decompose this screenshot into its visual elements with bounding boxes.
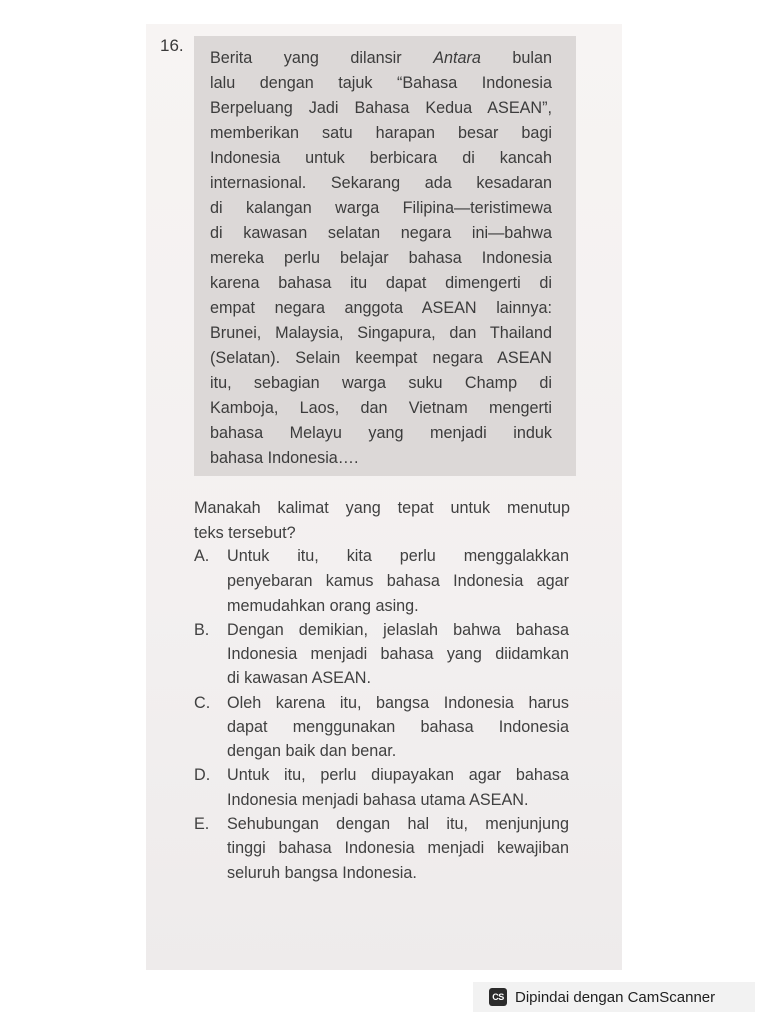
passage-line: di kalangan warga Filipina—teristimewa [210,199,552,217]
passage-line: bahasa Indonesia…. [210,449,359,467]
passage-line: mereka perlu belajar bahasa Indonesia [210,249,552,267]
option-e-letter: E. [194,815,210,833]
passage-line: memberikan satu harapan besar bagi [210,124,552,142]
passage-line: Indonesia untuk berbicara di kancah [210,149,552,167]
passage-line: (Selatan). Selain keempat negara ASEAN [210,349,552,367]
question-number: 16. [160,36,184,55]
passage-line: internasional. Sekarang ada kesadaran [210,174,552,192]
option-b-line: Dengan demikian, jelaslah bahwa bahasa [227,621,569,639]
option-a-line: Untuk itu, kita perlu menggalakkan [227,547,569,565]
option-c-letter: C. [194,694,211,712]
passage-line: empat negara anggota ASEAN lainnya: [210,299,552,317]
option-e-line: tinggi bahasa Indonesia menjadi kewajiban [227,839,569,857]
passage-line: Berita yang dilansir Antara bulan [210,49,552,67]
option-a-line: penyebaran kamus bahasa Indonesia agar [227,572,569,590]
option-e-line: Sehubungan dengan hal itu, menjunjung [227,815,569,833]
option-a-letter: A. [194,547,210,565]
option-b-line: Indonesia menjadi bahasa yang diidamkan [227,645,569,663]
passage-line: itu, sebagian warga suku Champ di [210,374,552,392]
question-prompt-line: Manakah kalimat yang tepat untuk menutup [194,499,570,517]
watermark-label: Dipindai dengan CamScanner [515,988,716,1006]
option-e-line: seluruh bangsa Indonesia. [227,864,417,882]
passage-line: Kamboja, Laos, dan Vietnam mengerti [210,399,552,417]
passage-line: lalu dengan tajuk “Bahasa Indonesia [210,74,552,92]
option-c-line: dengan baik dan benar. [227,742,397,760]
option-b-letter: B. [194,621,210,639]
option-d-letter: D. [194,766,211,784]
passage-line: karena bahasa itu dapat dimengerti di [210,274,552,292]
source-name: Antara [433,49,481,67]
passage-line: bahasa Melayu yang menjadi induk [210,424,552,442]
option-d-line: Indonesia menjadi bahasa utama ASEAN. [227,791,529,809]
passage-line: Brunei, Malaysia, Singapura, dan Thailand [210,324,552,342]
passage-line: di kawasan selatan negara ini—bahwa [210,224,552,242]
option-c-line: dapat menggunakan bahasa Indonesia [227,718,569,736]
question-prompt-line: teks tersebut? [194,524,296,542]
camscanner-watermark [473,982,755,1012]
option-b-line: di kawasan ASEAN. [227,669,371,687]
camscanner-logo-icon: CS [489,988,507,1006]
option-d-line: Untuk itu, perlu diupayakan agar bahasa [227,766,569,784]
option-c-line: Oleh karena itu, bangsa Indonesia harus [227,694,569,712]
option-a-line: memudahkan orang asing. [227,597,419,615]
passage-box [194,36,576,476]
passage-line: Berpeluang Jadi Bahasa Kedua ASEAN”, [210,99,552,117]
